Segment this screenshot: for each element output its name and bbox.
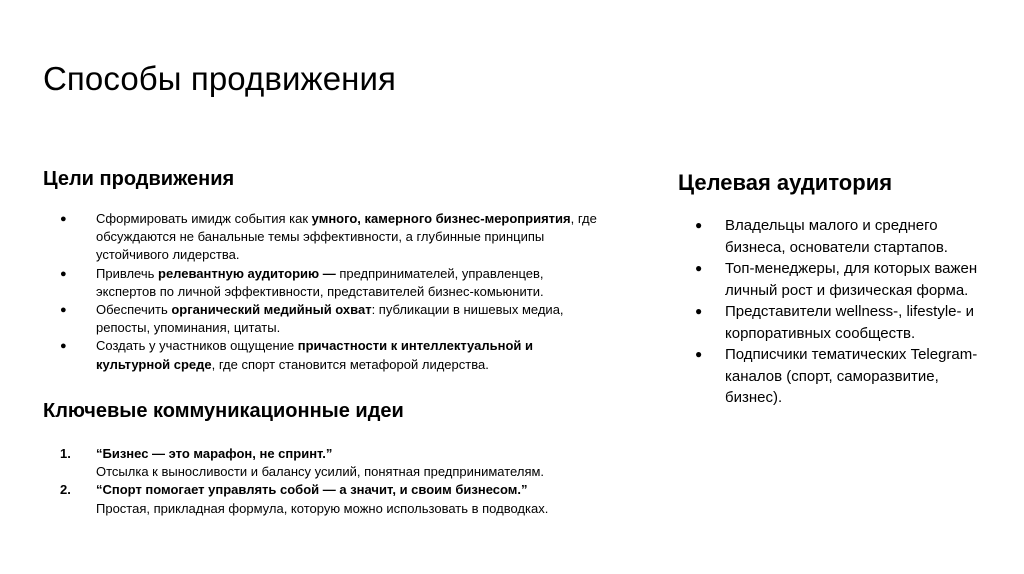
- audience-text: Представители wellness-, lifestyle- и корпоративных сообществ.: [725, 303, 975, 342]
- audience-heading: Целевая аудитория: [678, 170, 893, 195]
- idea-description: Простая, прикладная формула, которую можно использовать в подводках.: [96, 500, 549, 516]
- idea-item: [60, 445, 620, 481]
- goal-text: Сформировать имидж события как: [96, 211, 312, 226]
- bullet-icon: ●: [60, 304, 67, 317]
- bullet-icon: ●: [695, 218, 703, 232]
- audience-item: [695, 344, 995, 409]
- audience-text: Подписчики тематических Telegram-каналов (спорт, саморазвитие, бизнес).: [725, 346, 978, 406]
- bullet-icon: ●: [60, 340, 67, 353]
- idea-quote: “Спорт помогает управлять собой — а значит, и своим бизнесом.”: [96, 482, 528, 498]
- goal-item: [60, 301, 600, 337]
- audience-list: [695, 215, 995, 409]
- idea-quote: “Бизнес — это марафон, не спринт.”: [96, 446, 333, 461]
- goal-text: предпринимателей, управленцев, экспертов по личной эффективности, представителей бизнес-комьюнити.: [96, 265, 544, 299]
- idea-item: [60, 481, 620, 517]
- bullet-icon: ●: [695, 304, 703, 318]
- audience-item: [695, 258, 995, 301]
- goal-emphasis: умного, камерного бизнес-мероприятия: [311, 211, 571, 226]
- goal-text: Создать у участников ощущение: [96, 338, 298, 354]
- audience-item: [695, 301, 995, 344]
- idea-description: Отсылка к выносливости и балансу усилий, понятная предпринимателям.: [96, 464, 545, 480]
- goal-item: [60, 337, 600, 373]
- goal-emphasis: органический медийный охват: [171, 302, 372, 318]
- goal-item: [60, 265, 600, 301]
- bullet-icon: ●: [60, 213, 67, 225]
- bullet-icon: ●: [60, 267, 67, 280]
- goal-text: , где спорт становится метафорой лидерства.: [211, 356, 489, 372]
- goal-text: Обеспечить: [96, 302, 172, 318]
- audience-text: Владельцы малого и среднего бизнеса, основатели стартапов.: [725, 217, 948, 256]
- goal-text: Привлечь: [96, 265, 158, 281]
- goal-emphasis: релевантную аудиторию —: [158, 265, 336, 281]
- ideas-heading: Ключевые коммуникационные идеи: [43, 400, 404, 422]
- idea-number: 2.: [60, 482, 71, 498]
- bullet-icon: ●: [695, 261, 703, 275]
- ideas-list: [60, 445, 620, 518]
- idea-number: 1.: [60, 446, 71, 461]
- audience-item: [695, 215, 995, 258]
- audience-text: Топ-менеджеры, для которых важен личный рост и физическая форма.: [725, 260, 978, 299]
- goals-heading: Цели продвижения: [43, 168, 235, 190]
- goal-text: : публикации в нишевых медиа, репосты, упоминания, цитаты.: [96, 302, 564, 336]
- goal-text: , где обсуждаются не банальные темы эффективности, а глубинные принципы устойчивого лидерства.: [96, 211, 597, 263]
- goal-emphasis: причастности к интеллектуальной и культурной среде: [96, 338, 533, 372]
- slide-title: Способы продвижения: [43, 60, 396, 97]
- bullet-icon: ●: [695, 347, 703, 361]
- goal-item: [60, 210, 600, 265]
- goals-list: [60, 210, 600, 374]
